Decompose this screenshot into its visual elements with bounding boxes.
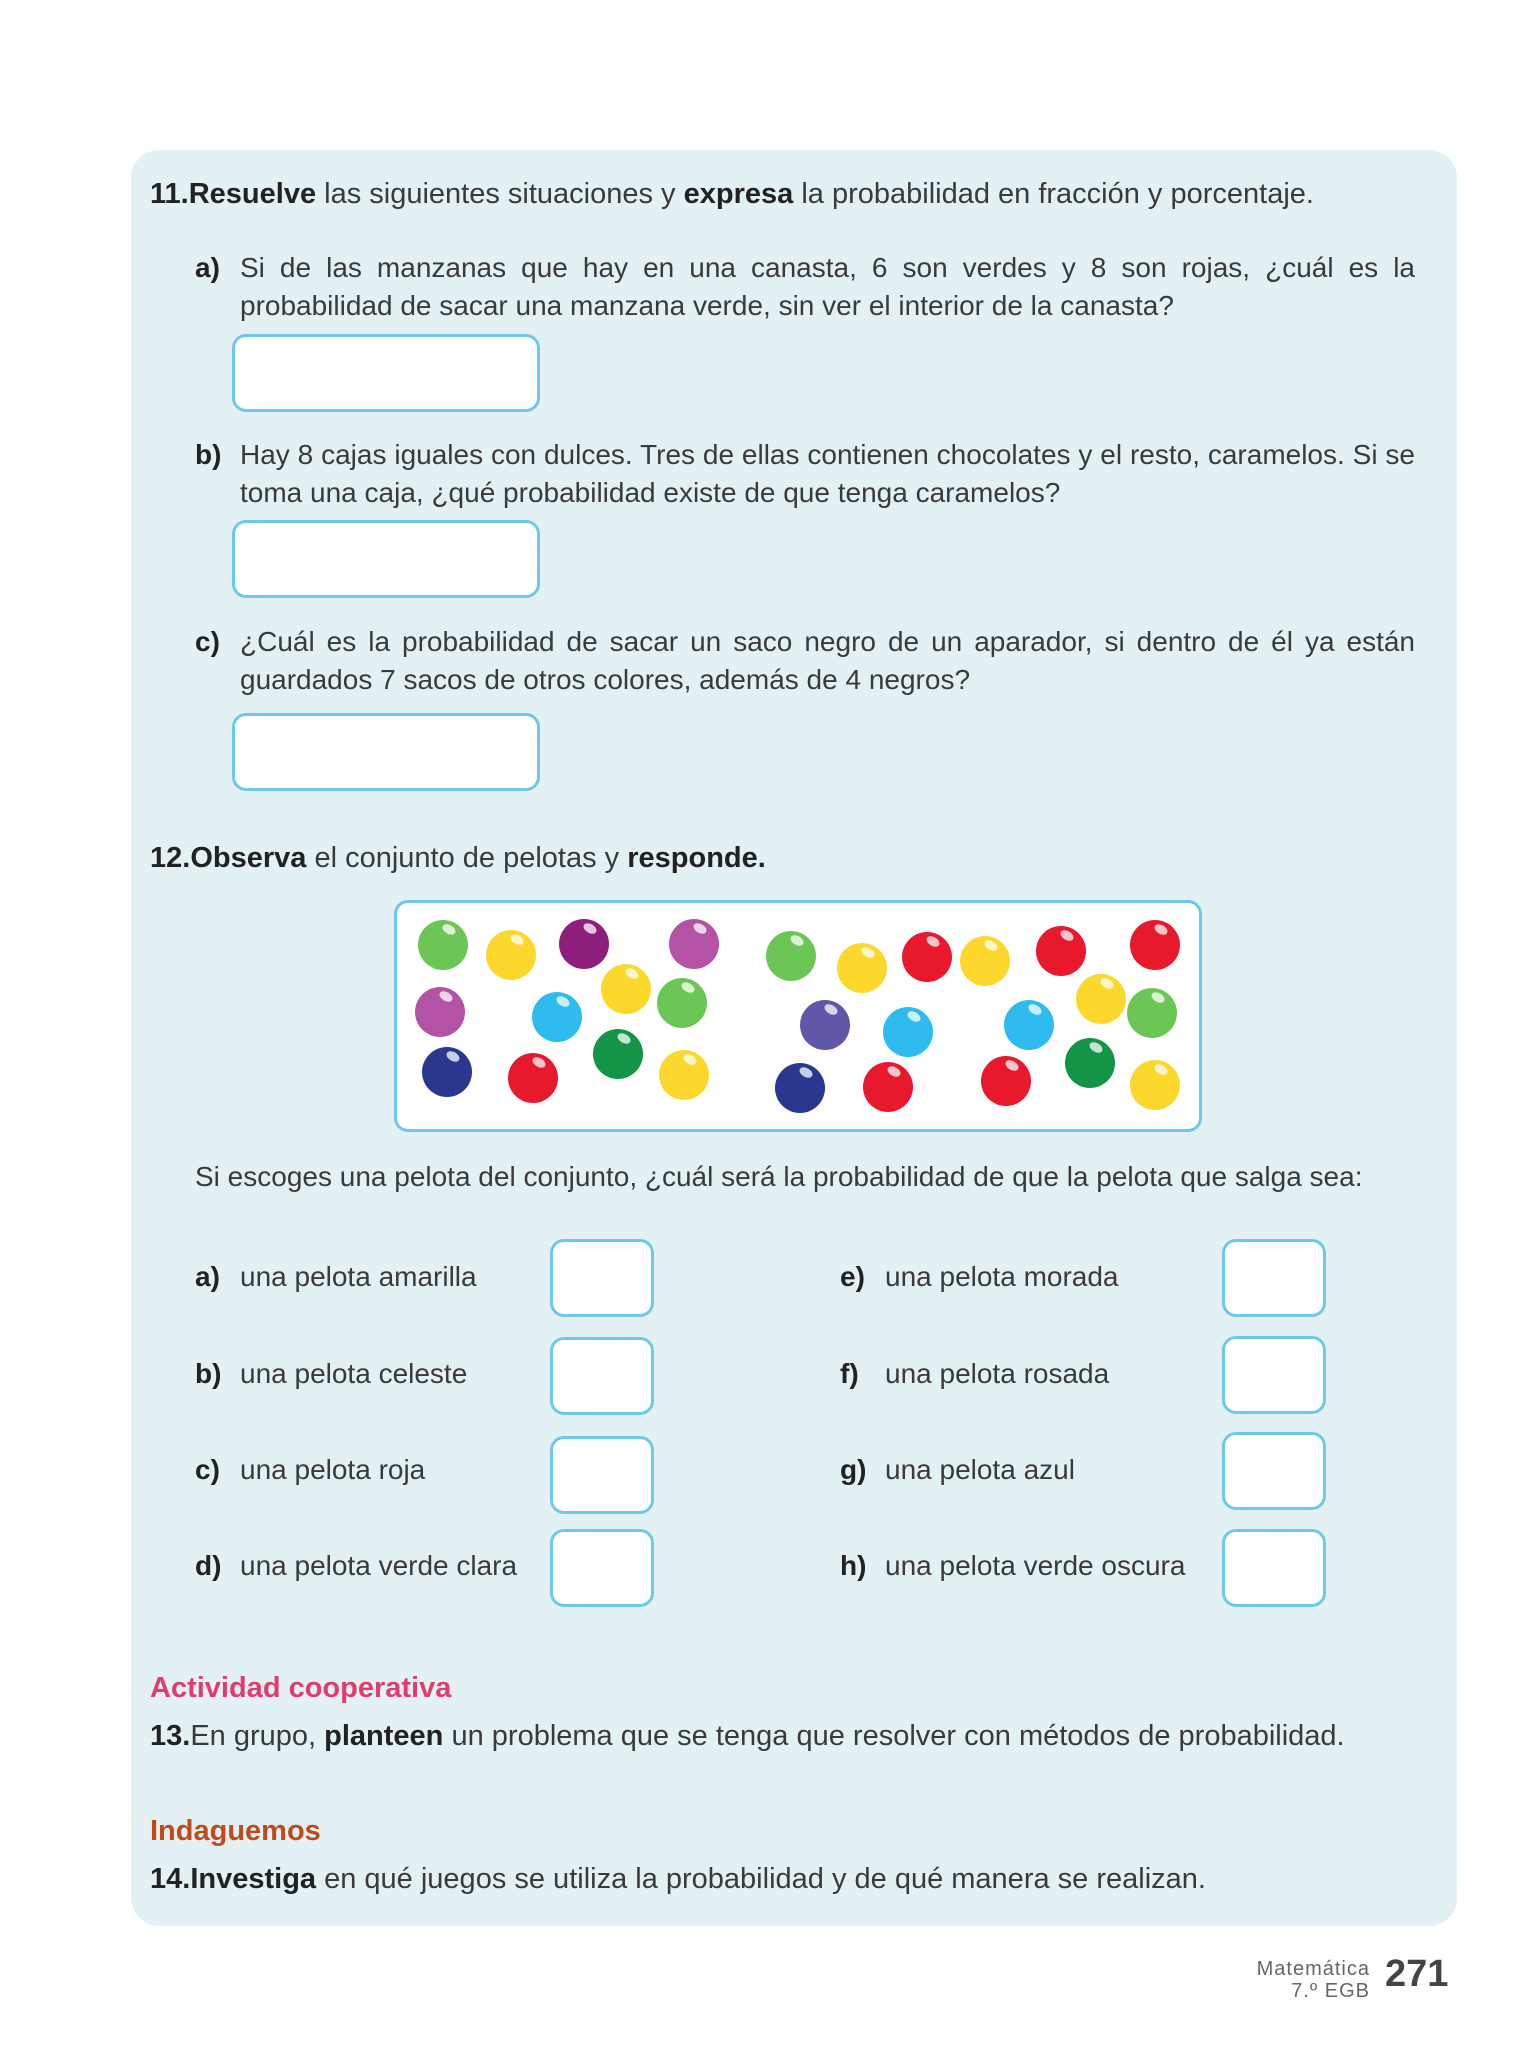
q11-answer-box-a[interactable] <box>232 334 540 412</box>
footer-grade: 7.º EGB <box>1291 1980 1370 2002</box>
ball-navy-blue <box>775 1063 825 1113</box>
q12-option-f-text: una pelota rosada <box>885 1358 1110 1389</box>
q11-item-c-letter: c) <box>195 626 220 657</box>
q12-option-e-letter: e) <box>840 1261 865 1292</box>
ball-yellow <box>1130 1060 1180 1110</box>
ball-yellow <box>601 964 651 1014</box>
ball-pink <box>669 919 719 969</box>
q11-item-c-text: ¿Cuál es la probabilidad de sacar un saco negro de un aparador, si dentro de él ya están guardados 7 sacos de otros colores, además de 4 negros? <box>240 626 1415 695</box>
q11-statement: 11.Resuelve las siguientes situaciones y expresa la probabilidad en fracción y porcentaje. <box>150 178 1314 210</box>
q12-option-h-text: una pelota verde oscura <box>885 1550 1186 1581</box>
ball-sky-blue <box>532 992 582 1042</box>
q13-statement: 13.En grupo, planteen un problema que se tenga que resolver con métodos de probabilidad. <box>150 1720 1345 1752</box>
ball-red <box>1130 920 1180 970</box>
footer-subject-name: Matemática <box>1256 1958 1370 1980</box>
q12-answer-box-f[interactable] <box>1222 1336 1326 1414</box>
q12-answer-box-c[interactable] <box>550 1436 654 1514</box>
q11-item-a-text: Si de las manzanas que hay en una canasta, 6 son verdes y 8 son rojas, ¿cuál es la probabilidad de sacar una manzana verde, sin ver el interior de la canasta? <box>240 252 1415 321</box>
q12-option-f-letter: f) <box>840 1358 859 1389</box>
ball-dark-green <box>593 1029 643 1079</box>
q12-answer-box-a[interactable] <box>550 1239 654 1317</box>
ball-light-green <box>1127 988 1177 1038</box>
page-number: 271 <box>1385 1953 1449 1995</box>
q12-answer-box-d[interactable] <box>550 1529 654 1607</box>
q14-statement: 14.Investiga en qué juegos se utiliza la probabilidad y de qué manera se realizan. <box>150 1863 1206 1895</box>
ball-violet <box>800 1000 850 1050</box>
ball-yellow <box>837 943 887 993</box>
ball-red <box>1036 926 1086 976</box>
indag-section-title: Indaguemos <box>150 1815 321 1847</box>
ball-red <box>863 1062 913 1112</box>
q11-answer-box-b[interactable] <box>232 520 540 598</box>
ball-yellow <box>960 936 1010 986</box>
q12-option-a-letter: a) <box>195 1261 220 1292</box>
q12-option-e-text: una pelota morada <box>885 1261 1119 1292</box>
ball-yellow <box>1076 974 1126 1024</box>
q11-item-b-letter: b) <box>195 439 222 470</box>
ball-sky-blue <box>1004 1000 1054 1050</box>
balls-set-frame <box>394 900 1202 1132</box>
ball-sky-blue <box>883 1007 933 1057</box>
ball-light-green <box>418 920 468 970</box>
q12-question: Si escoges una pelota del conjunto, ¿cuál será la probabilidad de que la pelota que salga sea: <box>195 1161 1363 1192</box>
q12-option-d-letter: d) <box>195 1550 222 1581</box>
q12-option-a-text: una pelota amarilla <box>240 1261 477 1292</box>
ball-red <box>981 1056 1031 1106</box>
coop-section-title: Actividad cooperativa <box>150 1672 452 1704</box>
q12-answer-box-h[interactable] <box>1222 1529 1326 1607</box>
q12-option-d-text: una pelota verde clara <box>240 1550 518 1581</box>
q12-answer-box-b[interactable] <box>550 1337 654 1415</box>
ball-pink <box>415 987 465 1037</box>
ball-red <box>508 1053 558 1103</box>
ball-yellow <box>659 1050 709 1100</box>
ball-light-green <box>657 978 707 1028</box>
q12-option-b-letter: b) <box>195 1358 222 1389</box>
ball-navy-blue <box>422 1047 472 1097</box>
q12-answer-box-e[interactable] <box>1222 1239 1326 1317</box>
q12-answer-box-g[interactable] <box>1222 1432 1326 1510</box>
ball-dark-green <box>1065 1038 1115 1088</box>
q11-item-a-letter: a) <box>195 252 220 283</box>
q11-answer-box-c[interactable] <box>232 713 540 791</box>
ball-light-green <box>766 931 816 981</box>
ball-purple <box>559 919 609 969</box>
q12-option-c-text: una pelota roja <box>240 1454 426 1485</box>
q12-option-g-letter: g) <box>840 1454 867 1485</box>
q12-option-c-letter: c) <box>195 1454 220 1485</box>
q12-option-g-text: una pelota azul <box>885 1454 1075 1485</box>
q11-item-b-text: Hay 8 cajas iguales con dulces. Tres de ellas contienen chocolates y el resto, caramelos. Si se toma una caja, ¿qué probabilidad existe de que tenga caramelos? <box>240 439 1415 508</box>
footer-subject <box>1190 1958 1370 2002</box>
q12-option-b-text: una pelota celeste <box>240 1358 468 1389</box>
q12-option-h-letter: h) <box>840 1550 867 1581</box>
q12-statement: 12.Observa el conjunto de pelotas y responde. <box>150 842 766 874</box>
ball-red <box>902 932 952 982</box>
ball-yellow <box>486 930 536 980</box>
